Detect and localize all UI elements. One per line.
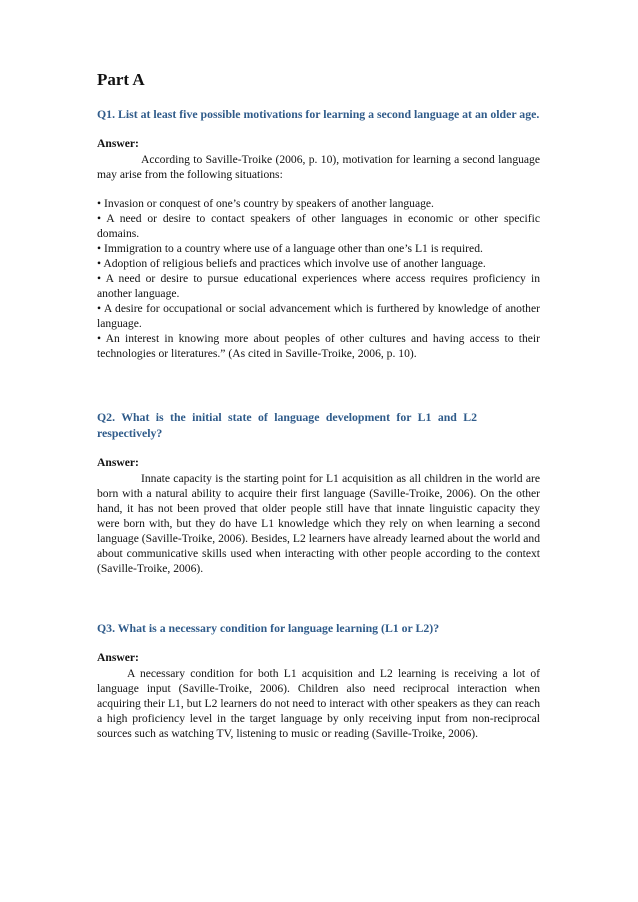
list-item: • A need or desire to contact speakers of other languages in economic or other specific domains. xyxy=(97,212,540,240)
list-item: • Invasion or conquest of one’s country by speakers of another language. xyxy=(97,197,434,210)
section-q1 xyxy=(97,106,540,361)
question-3: Q3. What is a necessary condition for language learning (L1 or L2)? xyxy=(97,621,440,635)
list-item: • A desire for occupational or social advancement which is furthered by knowledge of another language. xyxy=(97,302,540,330)
section-spacer xyxy=(97,361,540,409)
section-q2 xyxy=(97,409,540,576)
answer-1-intro: According to Saville-Troike (2006, p. 10), motivation for learning a second language may arise from the following situations: xyxy=(97,153,540,181)
list-item: • A need or desire to pursue educational experiences where access requires proficiency in another language. xyxy=(97,272,540,300)
section-spacer xyxy=(97,576,540,620)
answer-label-2: Answer: xyxy=(97,456,139,469)
list-item: • An interest in knowing more about peoples of other cultures and having access to their technologies or literatures.” (As cited in Saville-Troike, 2006, p. 10). xyxy=(97,332,540,360)
answer-label-3: Answer: xyxy=(97,651,139,664)
question-1: Q1. List at least five possible motivations for learning a second language at an older age. xyxy=(97,107,540,121)
answer-3-body: A necessary condition for both L1 acquisition and L2 learning is receiving a lot of language input (Saville-Troike, 2006). Children also need reciprocal interaction when acquiring their L1, but L2 learners do not need to interact with other speakers as they can reach a high proficiency level in the target language by only receiving input from non-reciprocal sources such as watching TV, listening to music or reading (Saville-Troike, 2006). xyxy=(97,667,540,740)
answer-label-1: Answer: xyxy=(97,137,139,150)
question-2: Q2. What is the initial state of language development for L1 and L2 respectively? xyxy=(97,410,477,440)
list-item: • Immigration to a country where use of a language other than one’s L1 is required. xyxy=(97,242,483,255)
answer-2-body: Innate capacity is the starting point for L1 acquisition as all children in the world are born with a natural ability to acquire their first language (Saville-Troike, 2006). On the other hand, it has not been proved that older people still have that innate linguistic capacity they were born with, but they do have L1 knowledge which they rely on when learning a second language (Saville-Troike, 2006). Besides, L2 learners have already learned about the world and about communicative skills used when interacting with other people according to the context (Saville-Troike, 2006). xyxy=(97,472,540,575)
list-item: • Adoption of religious beliefs and practices which involve use of another language. xyxy=(97,257,486,270)
part-title: Part A xyxy=(97,70,145,89)
motivation-list xyxy=(97,196,540,361)
section-q3 xyxy=(97,620,540,741)
document-content xyxy=(97,70,540,741)
